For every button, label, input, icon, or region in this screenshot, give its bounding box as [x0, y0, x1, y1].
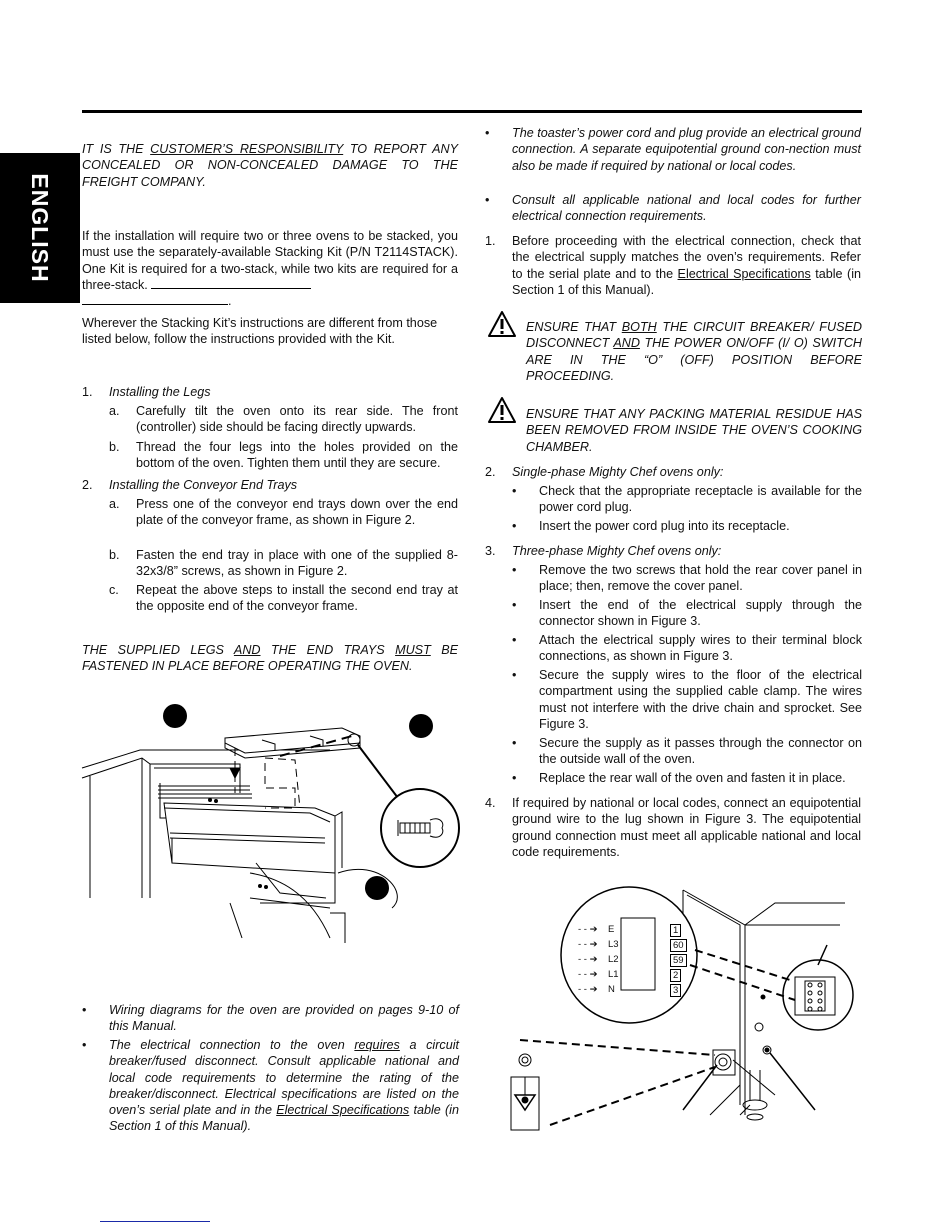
terminal-row: - - ➔ L1 2 — [578, 967, 708, 982]
header-rule — [82, 110, 862, 113]
end-tray-figure — [80, 698, 465, 943]
callout-dot — [163, 704, 187, 728]
damage-notice: IT IS THE CUSTOMER’S RESPONSIBILITY TO REPORT ANY CONCEALED OR NON-CONCEALED DAMAGE TO THE FREIGHT COMPANY. — [82, 142, 459, 189]
footer-link-line — [100, 1221, 210, 1222]
stacking-paragraph: If the installation will require two or three ovens to be stacked, you must use the separately-available Stacking Kit (P/N T2114STACK). One Kit is required for a two-stack, while two kits are required for a three-stack. . — [82, 229, 458, 309]
kit-note: Wherever the Stacking Kit’s instructions are different from those listed below, follow the instructions provided with the Kit. — [82, 316, 438, 347]
terminal-row: - - ➔ L2 59 — [578, 952, 708, 967]
callout-dot — [365, 876, 389, 900]
terminal-row: - - ➔ N 3 — [578, 982, 708, 997]
language-tab: ENGLISH — [0, 153, 80, 303]
warning-packing: ENSURE THAT ANY PACKING MATERIAL RESIDUE HAS BEEN REMOVED FROM INSIDE THE OVEN’S COOKING CHAMBER. — [526, 407, 862, 454]
terminal-block — [578, 922, 708, 997]
callout-dot — [409, 714, 433, 738]
terminal-row: - - ➔ E 1 — [578, 922, 708, 937]
blank-line — [151, 288, 311, 289]
blank-line — [82, 304, 228, 305]
legs-warning: THE SUPPLIED LEGS AND THE END TRAYS MUST BE FASTENED IN PLACE BEFORE OPERATING THE OVEN. — [82, 643, 458, 674]
warning-icon — [487, 396, 517, 424]
warning-icon — [487, 310, 517, 338]
warning-breaker: ENSURE THAT BOTH THE CIRCUIT BREAKER/ FUSED DISCONNECT AND THE POWER ON/OFF (I/ O) SWITCH ARE IN THE “O” (OFF) POSITION BEFORE PROCEEDING. — [526, 320, 863, 383]
terminal-row: - - ➔ L3 60 — [578, 937, 708, 952]
